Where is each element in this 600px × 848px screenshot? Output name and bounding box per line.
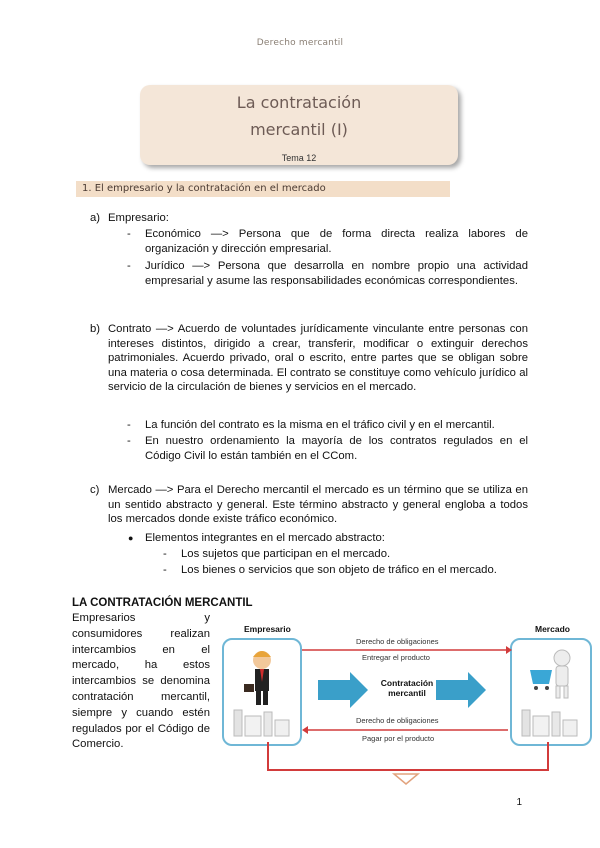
title-line-2: mercantil (I) [250,120,348,139]
top-line-2: Entregar el producto [362,653,430,662]
top-line-1: Derecho de obligaciones [356,637,439,646]
diagram-right-label: Mercado [535,624,570,634]
bottom-line-1: Derecho de obligaciones [356,716,439,725]
contratacion-heading: LA CONTRATACIÓN MERCANTIL [72,597,253,609]
contratacion-paragraph: Empresarios y consumidores realizan intercambios en el mercado, ha estos intercambios se denomina contratación mercantil, siempre y cuando estén regulados por el Código de Comercio. [72,612,210,751]
page-number: 1 [516,797,522,808]
center-label: Contratación mercantil [380,678,434,698]
mercado-subitem-2: Los bienes o servicios que son objeto de tráfico en el mercado. [181,564,497,576]
item-juridico: Jurídico —> Persona que desarrolla en nombre propio una actividad empresarial y asume las responsabilidades económicas correspondientes. [145,260,528,287]
mercado-paragraph: Mercado —> Para el Derecho mercantil el mercado es un término que se utiliza en un sentido abstracto y general. Este término abstracto y general engloba a todos los mercados donde existe tráfico económico. [108,484,528,525]
dash-icon: - [127,260,131,272]
bottom-line-2: Pagar por el producto [362,734,435,743]
contrato-item-1: La función del contrato es la misma en el tráfico civil y en el mercantil. [145,419,495,431]
item-economico: Económico —> Persona que de forma directa realiza labores de organización y dirección empresarial. [145,228,528,255]
list-label-a: a) [90,212,101,224]
contratacion-diagram [222,620,592,790]
contrato-paragraph: Contrato —> Acuerdo de voluntades jurídicamente vinculante entre personas con intereses distintos, dirigido a crear, transferir, modificar o extinguir derechos patrimoniales. Acuerdo privado, oral o escrito, entre partes que se obligan sobre una materia o cosa determinada. El contrato se constituye como vehículo jurídico al servicio de la circulación de bienes y servicios en el mercado. [108,323,528,393]
dash-icon: - [127,435,131,447]
dash-icon: - [163,564,167,576]
mercado-subitem-1: Los sujetos que participan en el mercado. [181,548,391,560]
running-header: Derecho mercantil [256,38,344,48]
title-subtitle: Tema 12 [281,153,317,163]
diagram-left-label: Empresario [244,624,291,634]
title-card [140,85,458,165]
dash-icon: - [163,548,167,560]
bullet-icon: ● [128,533,134,543]
title-line-1: La contratación [236,93,362,112]
mercado-bullet: Elementos integrantes en el mercado abstracto: [145,532,385,544]
list-label-b: b) [90,323,101,335]
section-heading: 1. El empresario y la contratación en el mercado [76,181,450,197]
empresario-heading: Empresario: [108,212,169,224]
contrato-item-2: En nuestro ordenamiento la mayoría de los contratos regulados en el Código Civil lo están también en el CCom. [145,435,528,462]
dash-icon: - [127,228,131,240]
list-label-c: c) [90,484,100,496]
dash-icon: - [127,419,131,431]
